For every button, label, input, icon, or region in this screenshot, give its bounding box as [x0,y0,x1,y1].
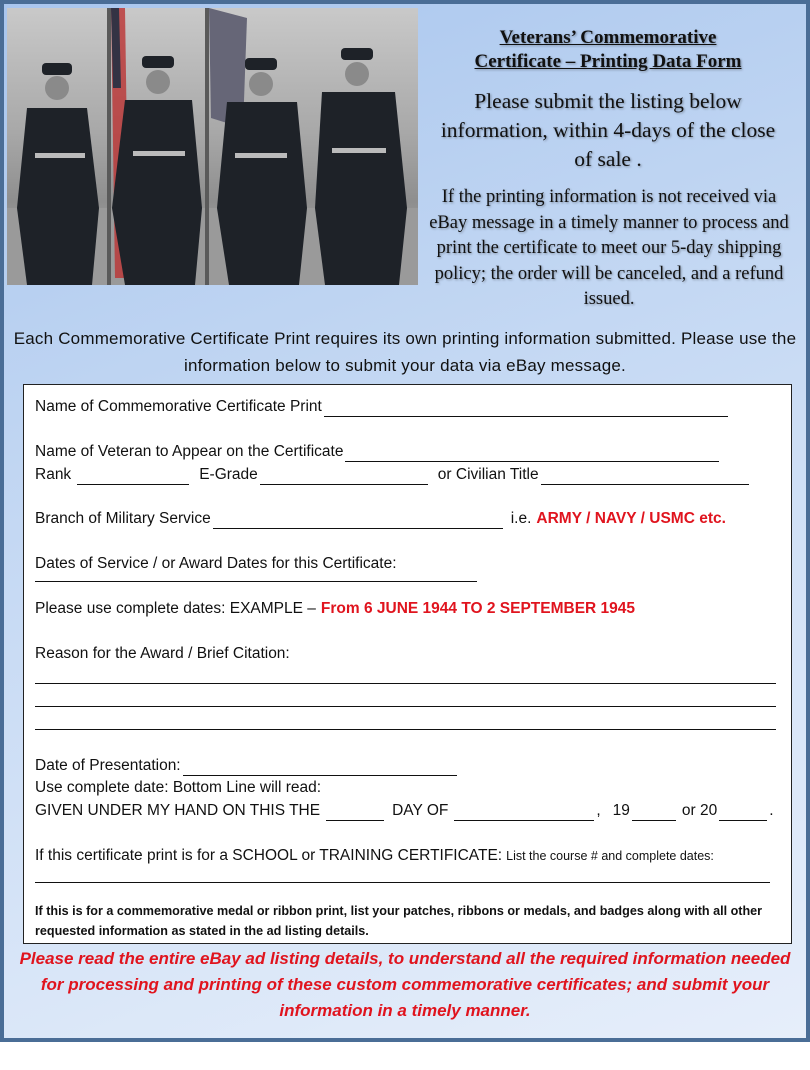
school-field[interactable] [35,882,770,883]
year-20-label: or 20 [681,802,718,819]
intro-text: Please submit the listing below information, within 4-days of the close of sale . [440,89,776,171]
egrade-field[interactable] [260,470,428,485]
rank-row [35,465,751,485]
instructions-text: Each Commemorative Certificate Print requires its own printing information submitted. Please use the information below to submit your data via eBay message. [13,329,797,375]
school-row [35,846,714,866]
veteran-name-label: Name of Veteran to Appear on the Certificate [35,443,344,460]
soldiers-image-icon [7,8,418,285]
dates-example: From 6 JUNE 1944 TO 2 SEPTEMBER 1945 [320,600,636,617]
certificate-name-label: Name of Commemorative Certificate Print [35,398,322,415]
year-20-field[interactable] [719,806,767,821]
branch-example: ARMY / NAVY / USMC etc. [536,510,726,527]
comma: , [596,802,601,819]
certificate-name-field[interactable] [324,402,728,417]
footer-notice: Please read the entire eBay ad listing details, to understand all the required information needed for processing and printing of these custom commemorative certificates; and submit your information in a timely manner. [19,949,791,1020]
given-row [35,801,774,821]
branch-field[interactable] [213,514,503,529]
presentation-label: Date of Presentation: [35,757,181,774]
title-line-2: Certificate – Printing Data Form [474,51,742,72]
medal-note: If this is for a commemorative medal or ribbon print, list your patches, ribbons or medals, and badges along with all other requested information as stated in the ad listing details. [35,904,763,938]
honor-guard-photo [7,8,418,285]
month-field[interactable] [454,806,594,821]
reason-field-line-1[interactable] [35,683,776,684]
page-title [430,26,786,74]
dates-label: Dates of Service / or Award Dates for this Certificate: [35,555,397,572]
reason-field-line-3[interactable] [35,729,776,730]
presentation-hint-row [35,778,321,798]
printing-data-form [23,384,792,944]
branch-ie: i.e. [510,510,532,527]
branch-row [35,509,726,529]
reason-field-line-2[interactable] [35,706,776,707]
reason-row [35,644,290,664]
warning-text: If the printing information is not received via eBay message in a timely manner to process and print the certificate to meet our 5-day shipping policy; the order will be canceled, and a refund issued. [429,187,789,309]
period: . [769,802,774,819]
civilian-title-field[interactable] [541,470,749,485]
dates-hint: Please use complete dates: EXAMPLE – [35,600,316,617]
year-19-field[interactable] [632,806,676,821]
dates-label-row [35,554,397,574]
dates-hint-row [35,599,635,619]
rank-field[interactable] [77,470,189,485]
school-hint: List the course # and complete dates: [506,849,714,863]
dates-field[interactable] [35,581,477,582]
day-of-label: DAY OF [392,802,449,819]
presentation-date-field[interactable] [183,761,457,776]
rank-label: Rank [35,466,72,483]
presentation-row [35,756,459,776]
given-label: GIVEN UNDER MY HAND ON THIS THE [35,802,321,819]
reason-label: Reason for the Award / Brief Citation: [35,645,290,662]
certificate-name-row [35,397,730,417]
title-line-1: Veterans’ Commemorative [499,27,717,48]
civilian-title-label: or Civilian Title [437,466,539,483]
veteran-name-field[interactable] [345,447,719,462]
branch-label: Branch of Military Service [35,510,211,527]
egrade-label: E-Grade [199,466,258,483]
year-19-label: 19 [612,802,630,819]
day-field[interactable] [326,806,384,821]
presentation-hint: Use complete date: Bottom Line will read: [35,779,322,796]
veteran-name-row [35,442,721,462]
school-label: If this certificate print is for a SCHOOL or TRAINING CERTIFICATE: [35,847,503,864]
